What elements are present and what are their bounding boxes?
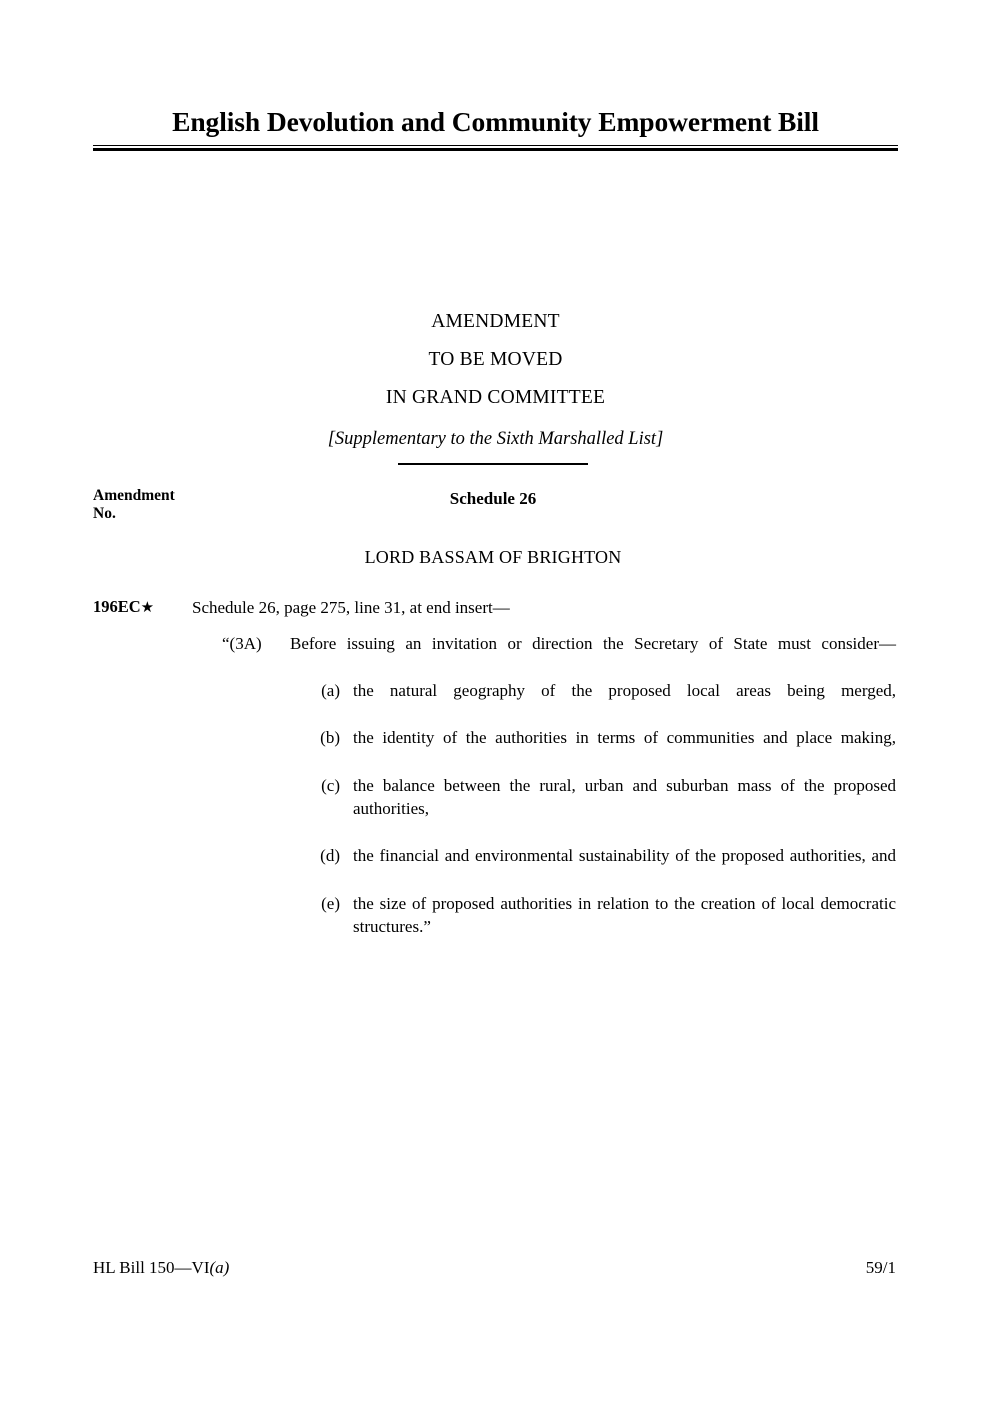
header-line-amendment: AMENDMENT bbox=[431, 311, 560, 332]
mover-name: LORD BASSAM OF BRIGHTON bbox=[364, 547, 622, 567]
amendment-number-value: 196EC bbox=[93, 597, 141, 616]
provision-label: “(3A) bbox=[222, 634, 262, 653]
amendment-no-column-label bbox=[93, 487, 243, 523]
list-item-text: the balance between the rural, urban and suburban mass of the proposed authorities, bbox=[353, 775, 896, 819]
rule-thin bbox=[93, 145, 898, 146]
page-title: English Devolution and Community Empowerment Bill bbox=[172, 106, 819, 137]
provision-text: Before issuing an invitation or direction the Secretary of State must consider— bbox=[290, 634, 896, 653]
supplementary-note: [Supplementary to the Sixth Marshalled List] bbox=[327, 429, 664, 449]
list-item-label: (d) bbox=[320, 846, 340, 866]
provision-subparagraph-3a bbox=[222, 632, 896, 679]
list-item bbox=[310, 726, 896, 773]
list-item-label: (e) bbox=[321, 893, 340, 913]
amendment-row bbox=[93, 597, 896, 619]
header-line-in-grand-committee: IN GRAND COMMITTEE bbox=[385, 387, 606, 408]
title-double-rule bbox=[93, 145, 898, 151]
list-item-label: (c) bbox=[321, 775, 340, 795]
amendment-number bbox=[93, 597, 154, 617]
list-item-text: the size of proposed authorities in relation to the creation of local democratic structures.” bbox=[353, 893, 896, 937]
header-lines bbox=[0, 303, 991, 458]
title-block bbox=[93, 106, 898, 151]
list-item-label: (a) bbox=[321, 681, 340, 701]
section-divider-rule bbox=[398, 463, 588, 465]
list-item bbox=[310, 679, 896, 726]
rule-thick bbox=[93, 148, 898, 151]
header-line-to-be-moved: TO BE MOVED bbox=[428, 349, 563, 370]
page-number: 59/1 bbox=[865, 1258, 896, 1277]
list-item bbox=[310, 844, 896, 891]
list-item-text: the financial and environmental sustainability of the proposed authorities, and bbox=[353, 846, 896, 866]
page-footer bbox=[93, 1258, 896, 1278]
amendment-entry bbox=[93, 597, 896, 619]
list-item-label: (b) bbox=[320, 728, 340, 748]
amendment-no-label-line2: No. bbox=[93, 505, 116, 522]
list-item bbox=[310, 892, 896, 963]
inserted-provision bbox=[222, 632, 896, 962]
schedule-heading: Schedule 26 bbox=[449, 489, 537, 508]
amendment-no-label-line1: Amendment bbox=[93, 487, 175, 504]
amendment-instruction: Schedule 26, page 275, line 31, at end insert— bbox=[192, 598, 510, 617]
bill-reference-suffix: (a) bbox=[209, 1258, 230, 1277]
bill-reference-main: HL Bill 150—VI bbox=[93, 1258, 210, 1277]
list-item bbox=[310, 774, 896, 845]
bill-reference bbox=[93, 1258, 229, 1278]
starred-amendment-icon: ★ bbox=[140, 600, 155, 616]
list-item-text: the natural geography of the proposed local areas being merged, bbox=[353, 681, 896, 701]
provision-item-list bbox=[310, 679, 896, 962]
list-item-text: the identity of the authorities in terms of communities and place making, bbox=[353, 728, 896, 748]
